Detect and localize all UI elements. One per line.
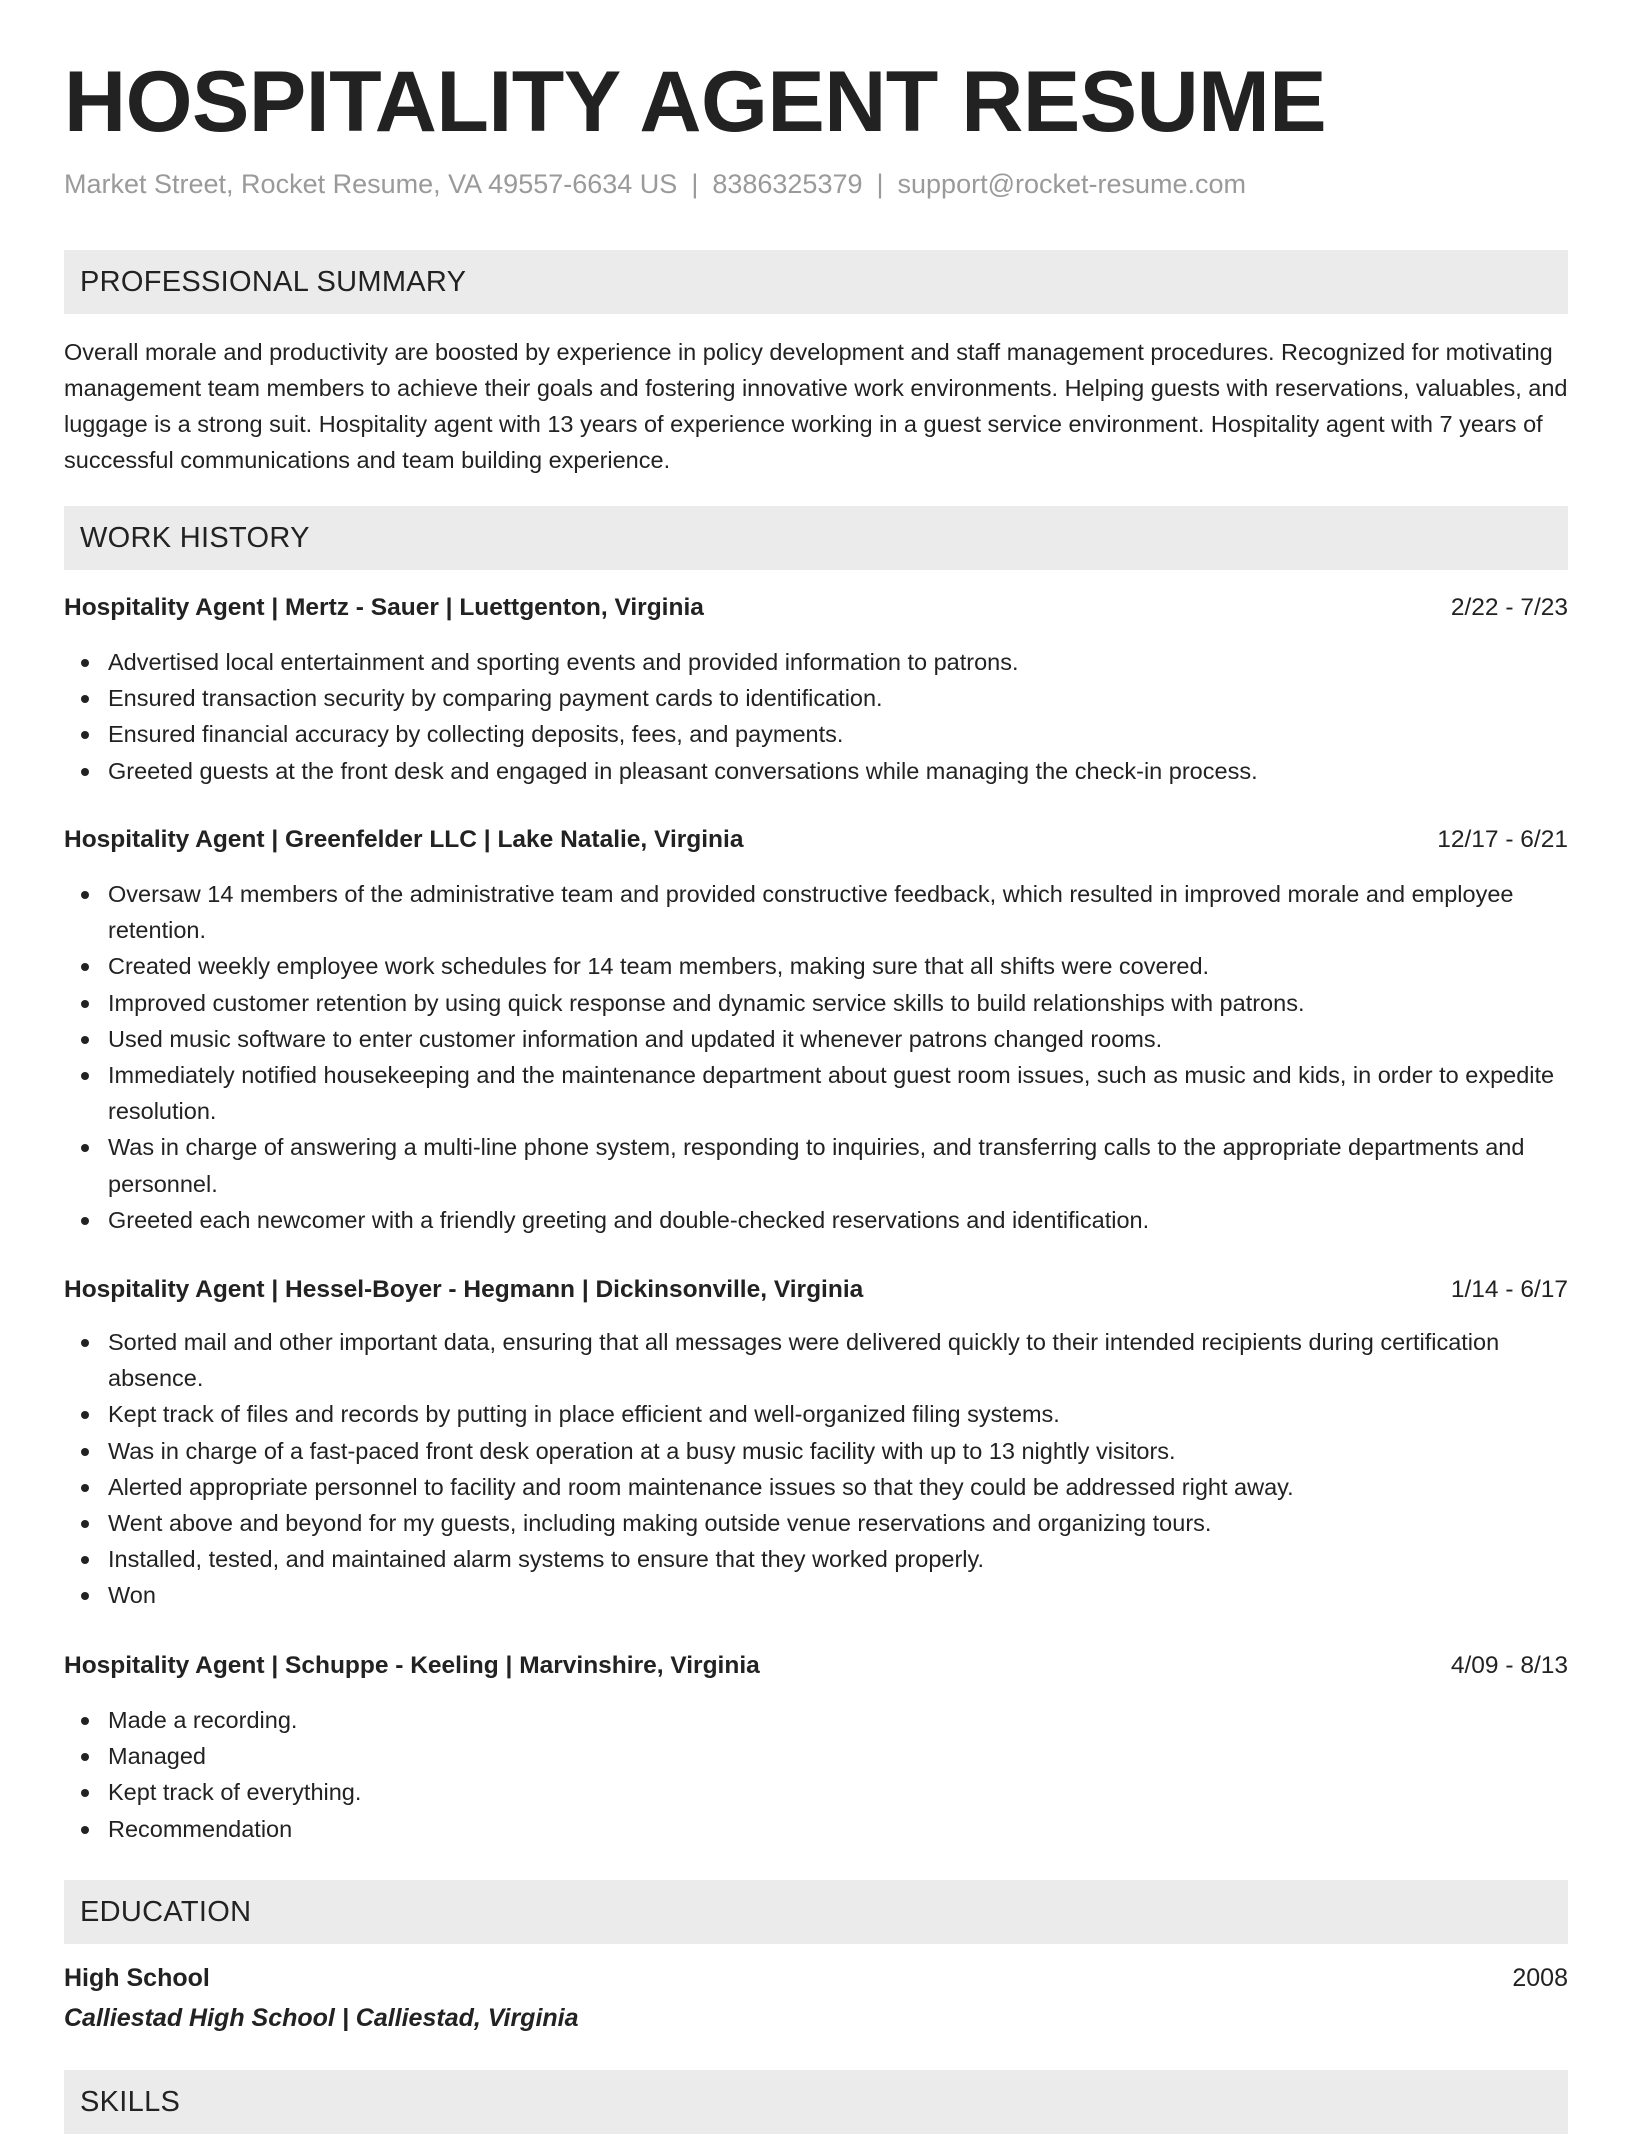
job-bullet: Was in charge of answering a multi-line phone system, responding to inquiries, and transferring calls to the appropriate departments and personnel. xyxy=(64,1129,1568,1201)
job-bullet: Kept track of everything. xyxy=(64,1774,1568,1810)
job-bullets xyxy=(64,644,1568,789)
job-bullet: Kept track of files and records by putting in place efficient and well-organized filing systems. xyxy=(64,1396,1568,1432)
job-bullet: Alerted appropriate personnel to facility and room maintenance issues so that they could be addressed right away. xyxy=(64,1469,1568,1505)
job-bullets xyxy=(64,1702,1568,1847)
contact-separator: | xyxy=(691,169,699,199)
contact-line xyxy=(64,167,1246,201)
education-heading: EDUCATION xyxy=(80,1896,252,1928)
job-bullet: Immediately notified housekeeping and the maintenance department about guest room issues, such as music and kids, in order to expedite resolution. xyxy=(64,1057,1568,1129)
education-entry xyxy=(64,1958,1568,2038)
job-entry xyxy=(64,1272,1568,1614)
work-history-section-header xyxy=(64,506,1568,570)
job-bullet: Went above and beyond for my guests, including making outside venue reservations and organizing tours. xyxy=(64,1505,1568,1541)
job-dates: 4/09 - 8/13 xyxy=(1450,1652,1568,1679)
job-header xyxy=(64,1648,1568,1684)
summary-heading: PROFESSIONAL SUMMARY xyxy=(80,266,467,298)
job-bullet: Was in charge of a fast-paced front desk operation at a busy music facility with up to 13 nightly visitors. xyxy=(64,1433,1568,1469)
job-entry xyxy=(64,1648,1568,1847)
job-bullet: Greeted guests at the front desk and engaged in pleasant conversations while managing the check-in process. xyxy=(64,753,1568,789)
job-bullet: Ensured transaction security by comparing payment cards to identification. xyxy=(64,680,1568,716)
job-title: Hospitality Agent | Mertz - Sauer | Luettgenton, Virginia xyxy=(64,594,704,621)
job-bullet: Ensured financial accuracy by collecting deposits, fees, and payments. xyxy=(64,716,1568,752)
job-bullet: Oversaw 14 members of the administrative team and provided constructive feedback, which resulted in improved morale and employee retention. xyxy=(64,876,1568,948)
summary-text: Overall morale and productivity are boosted by experience in policy development and staff management procedures. Recognized for motivating management team members to achieve their goals and fostering innovative work environments. Helping guests with reservations, valuables, and luggage is a strong suit. Hospitality agent with 13 years of experience working in a guest service environment. Hospitality agent with 7 years of successful communications and team building experience. xyxy=(64,339,1568,473)
job-entry xyxy=(64,822,1568,1238)
job-bullet: Recommendation xyxy=(64,1811,1568,1847)
summary-section-header xyxy=(64,250,1568,314)
job-bullet: Created weekly employee work schedules for 14 team members, making sure that all shifts were covered. xyxy=(64,948,1568,984)
contact-email: support@rocket-resume.com xyxy=(897,169,1247,199)
job-bullets xyxy=(64,876,1568,1238)
education-year: 2008 xyxy=(1512,1964,1568,1992)
job-title: Hospitality Agent | Greenfelder LLC | Lake Natalie, Virginia xyxy=(64,826,744,853)
job-bullet: Improved customer retention by using quick response and dynamic service skills to build relationships with patrons. xyxy=(64,985,1568,1021)
job-bullet: Won xyxy=(64,1577,1568,1613)
contact-separator: | xyxy=(876,169,884,199)
job-dates: 1/14 - 6/17 xyxy=(1450,1276,1568,1303)
resume-title: HOSPITALITY AGENT RESUME xyxy=(64,54,1327,150)
job-header xyxy=(64,1272,1568,1308)
contact-address: Market Street, Rocket Resume, VA 49557-6634 US xyxy=(64,169,678,199)
skills-heading: SKILLS xyxy=(80,2086,181,2118)
job-bullets xyxy=(64,1324,1568,1614)
job-bullet: Advertised local entertainment and sporting events and provided information to patrons. xyxy=(64,644,1568,680)
job-header xyxy=(64,590,1568,626)
job-title: Hospitality Agent | Hessel-Boyer - Hegmann | Dickinsonville, Virginia xyxy=(64,1276,864,1303)
education-degree: High School xyxy=(64,1964,210,1992)
job-bullet: Sorted mail and other important data, ensuring that all messages were delivered quickly to their intended recipients during certification absence. xyxy=(64,1324,1568,1396)
job-bullet: Made a recording. xyxy=(64,1702,1568,1738)
education-section-header xyxy=(64,1880,1568,1944)
contact-phone: 8386325379 xyxy=(712,169,863,199)
education-header xyxy=(64,1958,1568,1998)
job-bullet: Installed, tested, and maintained alarm systems to ensure that they worked properly. xyxy=(64,1541,1568,1577)
job-dates: 12/17 - 6/21 xyxy=(1437,826,1568,853)
skills-section-header xyxy=(64,2070,1568,2134)
job-dates: 2/22 - 7/23 xyxy=(1450,594,1568,621)
work-history-heading: WORK HISTORY xyxy=(80,522,310,554)
job-bullet: Managed xyxy=(64,1738,1568,1774)
education-school: Calliestad High School | Calliestad, Virginia xyxy=(64,2004,579,2032)
job-bullet: Greeted each newcomer with a friendly greeting and double-checked reservations and identification. xyxy=(64,1202,1568,1238)
job-bullet: Used music software to enter customer information and updated it whenever patrons changed rooms. xyxy=(64,1021,1568,1057)
job-entry xyxy=(64,590,1568,789)
job-header xyxy=(64,822,1568,858)
job-title: Hospitality Agent | Schuppe - Keeling | Marvinshire, Virginia xyxy=(64,1652,760,1679)
